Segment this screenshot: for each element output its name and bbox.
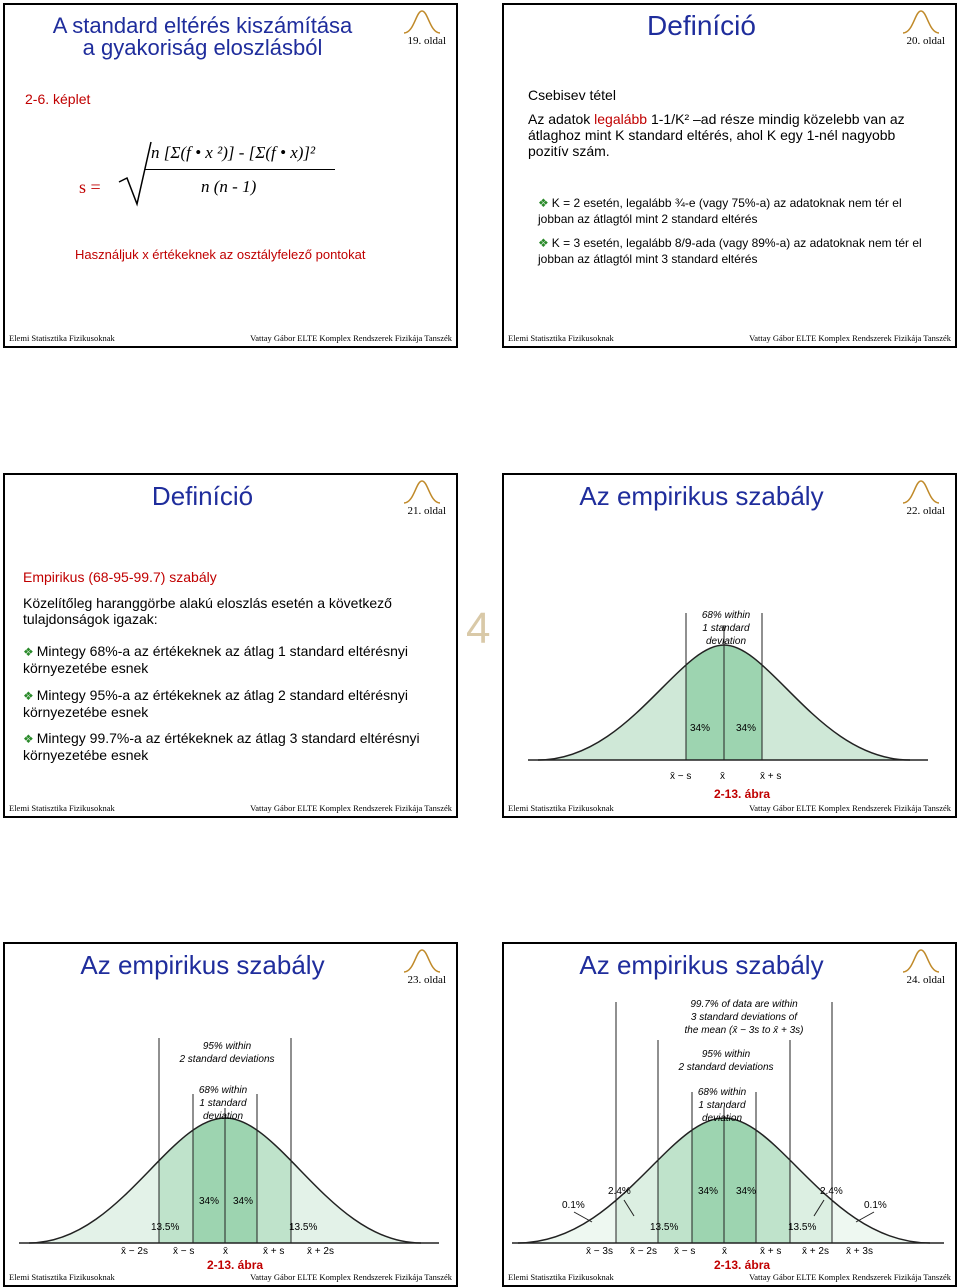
footer: Elemi Statisztika Fizikusoknak Vattay Gábor ELTE Komplex Rendszerek Fizikája Tanszék <box>9 1272 452 1282</box>
figure-caption: 2-13. ábra <box>714 787 771 801</box>
bullet-68: ❖ Mintegy 68%-a az értékeknek az átlag 1 standard eltérésnyi környezetébe esnek <box>23 643 408 676</box>
bell-curve-icon <box>901 9 941 35</box>
axis-label: x̄ − 2s <box>630 1246 657 1257</box>
pct-label: 0.1% <box>864 1200 887 1211</box>
axis-label: x̄ + s <box>263 1246 285 1257</box>
slide-20 <box>502 3 957 348</box>
bullet-95: ❖ Mintegy 95%-a az értékeknek az átlag 2 standard eltérésnyi környezetébe esnek <box>23 687 408 720</box>
footer: Elemi Statisztika Fizikusoknak Vattay Gábor ELTE Komplex Rendszerek Fizikája Tanszék <box>9 803 452 813</box>
bullet-k2: ❖ K = 2 esetén, legalább ¾-e (vagy 75%-a) az adatoknak nem tér el jobban az átlagtól mint 2 standard eltérés <box>538 196 902 226</box>
slide-title: A standard eltérés kiszámítása a gyakoriság eloszlásból <box>52 13 353 60</box>
page-number: 20. oldal <box>906 35 945 47</box>
pct-label: 34% <box>233 1196 254 1207</box>
formula-note: Használjuk x értékeknek az osztályfelező pontokat <box>75 247 366 262</box>
box-68: 68% within 1 standard deviation <box>198 1085 248 1122</box>
diamond-bullet-icon: ❖ <box>538 196 549 210</box>
bell-curve-icon <box>402 479 442 505</box>
axis-label: x̄ + s <box>760 771 782 782</box>
bell-curve-icon <box>901 479 941 505</box>
diamond-bullet-icon: ❖ <box>538 236 549 250</box>
footer: Elemi Statisztika Fizikusoknak Vattay Gábor ELTE Komplex Rendszerek Fizikája Tanszék <box>508 1272 951 1282</box>
box-68: 68% within 1 standard deviation <box>697 1087 747 1124</box>
page-number: 19. oldal <box>407 35 446 47</box>
pct-label: 2.4% <box>608 1186 631 1197</box>
diamond-bullet-icon: ❖ <box>23 645 34 659</box>
slide-title: Definíció <box>151 481 254 511</box>
rule-heading: Empirikus (68-95-99.7) szabály <box>23 569 217 585</box>
footer: Elemi Statisztika Fizikusoknak Vattay Gábor ELTE Komplex Rendszerek Fizikája Tanszék <box>508 803 951 813</box>
footer: Elemi Statisztika Fizikusoknak Vattay Gábor ELTE Komplex Rendszerek Fizikája Tanszék <box>9 333 452 343</box>
box-95: 95% within 2 standard deviations <box>179 1041 275 1065</box>
box-997: 99.7% of data are within 3 standard deviations of the mean (x̄ − 3s to x̄ + 3s) <box>684 999 804 1036</box>
axis-label: x̄ + 2s <box>307 1246 334 1257</box>
theorem-text: Az adatok legalább 1-1/K² –ad része mindig közelebb van az átlaghoz mint K standard eltérés, ahol K egy 1-nél nagyobb pozitív szám. <box>528 111 905 159</box>
slide-21 <box>3 473 458 818</box>
page-number: 24. oldal <box>906 974 945 986</box>
center-digit: 4 <box>466 604 491 653</box>
pct-label: 34% <box>736 1186 757 1197</box>
axis-label: x̄ + s <box>760 1246 782 1257</box>
slide-title: Az empirikus szabály <box>579 950 824 980</box>
footer: Elemi Statisztika Fizikusoknak Vattay Gábor ELTE Komplex Rendszerek Fizikája Tanszék <box>508 333 951 343</box>
box-95: 95% within 2 standard deviations <box>678 1049 774 1073</box>
bell-curve-icon <box>402 9 442 35</box>
axis-label: x̄ <box>720 771 725 782</box>
formula-numerator: n [Σ(f • x ²)] - [Σ(f • x)]² <box>151 143 316 162</box>
axis-label: x̄ <box>722 1246 727 1257</box>
pct-label: 34% <box>199 1196 220 1207</box>
slide-24 <box>502 942 957 1287</box>
bullet-k3: ❖ K = 3 esetén, legalább 8/9-ada (vagy 89%-a) az adatoknak nem tér el jobban az átlagtól mint 3 standard eltérés <box>538 236 922 266</box>
formula-denominator: n (n - 1) <box>201 177 257 196</box>
axis-label: x̄ + 2s <box>802 1246 829 1257</box>
slide-title: Az empirikus szabály <box>579 481 824 511</box>
axis-label: x̄ − 2s <box>121 1246 148 1257</box>
figure-caption: 2-13. ábra <box>207 1258 264 1272</box>
pct-label: 2.4% <box>820 1186 843 1197</box>
pct-label: 13.5% <box>788 1222 817 1233</box>
slide-19 <box>3 3 458 348</box>
bullet-997: ❖ Mintegy 99.7%-a az értékeknek az átlag 3 standard eltérésnyi környezetébe esnek <box>23 730 420 763</box>
diamond-bullet-icon: ❖ <box>23 732 34 746</box>
axis-label: x̄ − s <box>674 1246 696 1257</box>
pct-label: 34% <box>698 1186 719 1197</box>
axis-label: x̄ − 3s <box>586 1246 613 1257</box>
slide-22 <box>502 473 957 818</box>
pct-label: 13.5% <box>151 1222 180 1233</box>
axis-label: x̄ − s <box>173 1246 195 1257</box>
box-68: 68% within 1 standard deviation <box>701 610 751 647</box>
formula-s: s = <box>79 177 101 197</box>
page-number: 23. oldal <box>407 974 446 986</box>
diamond-bullet-icon: ❖ <box>23 689 34 703</box>
pct-left: 34% <box>690 723 711 734</box>
figure-caption: 2-13. ábra <box>714 1258 771 1272</box>
theorem-heading: Csebisev tétel <box>528 87 616 103</box>
axis-label: x̄ − s <box>670 771 692 782</box>
slide-title: Az empirikus szabály <box>80 950 325 980</box>
axis-label: x̄ + 3s <box>846 1246 873 1257</box>
pct-right: 34% <box>736 723 757 734</box>
formula-label: 2-6. képlet <box>25 91 91 107</box>
pct-label: 13.5% <box>650 1222 679 1233</box>
slide-23 <box>3 942 458 1287</box>
axis-label: x̄ <box>223 1246 228 1257</box>
bell-curve-icon <box>402 948 442 974</box>
bell-curve-icon <box>901 948 941 974</box>
pct-label: 0.1% <box>562 1200 585 1211</box>
pct-label: 13.5% <box>289 1222 318 1233</box>
slide-title: Definíció <box>647 10 756 41</box>
page-number: 21. oldal <box>407 505 446 517</box>
bell-curve-figure <box>508 1000 948 1260</box>
page-number: 22. oldal <box>906 505 945 517</box>
rule-intro: Közelítőleg haranggörbe alakú eloszlás esetén a következő tulajdonságok igazak: <box>23 595 392 627</box>
fraction-line <box>145 169 335 170</box>
